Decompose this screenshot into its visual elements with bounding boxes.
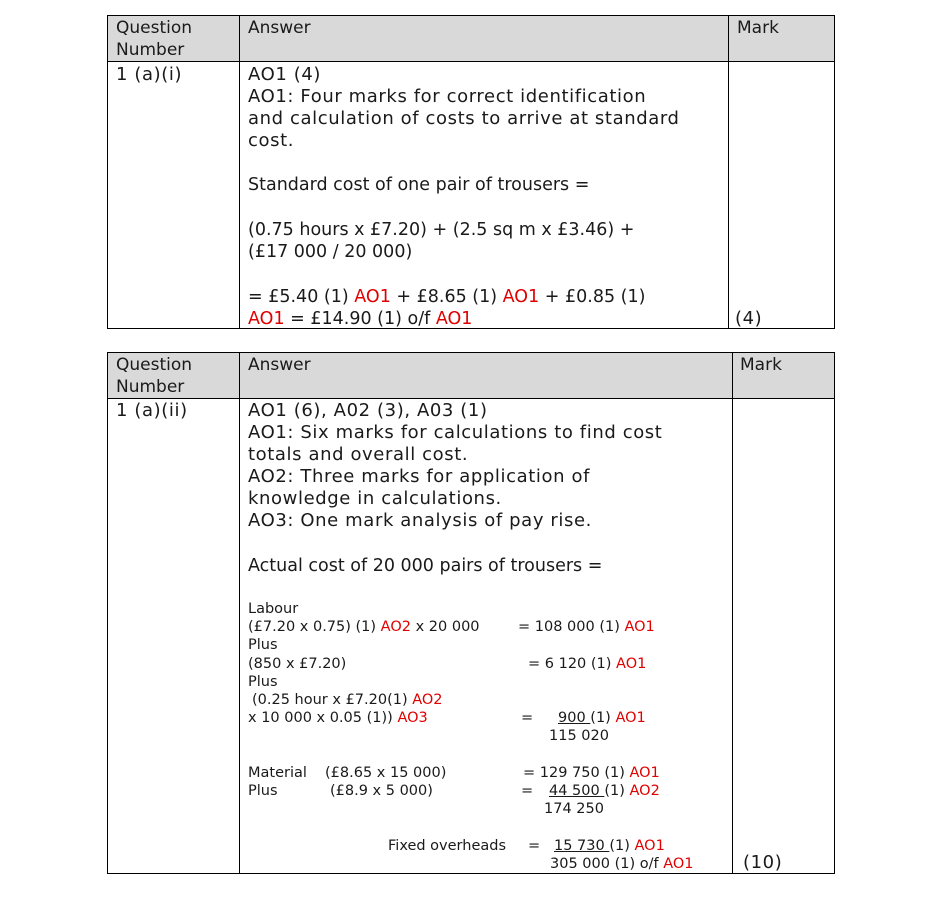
material-calc-1: (£8.65 x 15 000) xyxy=(325,765,447,781)
labour-total: 115 020 xyxy=(549,728,609,744)
payrise-result: 900 (1) AO1 xyxy=(558,710,646,726)
column-divider xyxy=(239,353,240,873)
plus-label: Plus xyxy=(248,674,278,690)
mark-total: (10) xyxy=(743,852,783,873)
table-2-header xyxy=(108,353,834,399)
header-mark: Mark xyxy=(737,18,779,38)
plus-label: Plus xyxy=(248,783,278,799)
overtime-calc: (850 x £7.20) xyxy=(248,656,347,672)
header-mark: Mark xyxy=(740,355,782,375)
material-result-1: = 129 750 (1) AO1 xyxy=(523,765,660,781)
grand-total: 305 000 (1) o/f AO1 xyxy=(550,856,694,872)
question-number: 1 (a)(i) xyxy=(116,64,183,85)
fixed-overheads-label: Fixed overheads xyxy=(388,838,507,854)
labour-calc: (£7.20 x 0.75) (1) AO2 x 20 000 xyxy=(248,619,480,635)
payrise-equals: = xyxy=(521,710,534,726)
plus-label: Plus xyxy=(248,637,278,653)
actual-cost-label: Actual cost of 20 000 pairs of trousers = xyxy=(248,556,603,576)
overtime-result: = 6 120 (1) AO1 xyxy=(528,656,647,672)
ao-description: AO1: Six marks for calculations to find cost totals and overall cost. AO2: Three marks for application of knowledge in calculations. AO3: One mark analysis of pay rise. xyxy=(248,422,663,531)
standard-cost-label: Standard cost of one pair of trousers = xyxy=(248,175,590,195)
header-question-number: Question Number xyxy=(116,18,193,60)
header-answer: Answer xyxy=(248,18,311,38)
mark-table-2 xyxy=(107,352,835,874)
material-result-2: 44 500 (1) AO2 xyxy=(549,783,660,799)
material-equals: = xyxy=(521,783,534,799)
material-label: Material xyxy=(248,765,307,781)
header-answer: Answer xyxy=(248,355,311,375)
mark-table-1 xyxy=(107,15,835,329)
column-divider xyxy=(239,16,240,328)
fixed-equals: = xyxy=(528,838,541,854)
table-1-header xyxy=(108,16,834,62)
standard-cost-result: = £5.40 (1) AO1 + £8.65 (1) AO1 + £0.85 (1) AO1 = £14.90 (1) o/f AO1 xyxy=(248,287,646,329)
payrise-calc-line2: x 10 000 x 0.05 (1)) AO3 xyxy=(248,710,428,726)
fixed-result: 15 730 (1) AO1 xyxy=(554,838,665,854)
standard-cost-formula: (0.75 hours x £7.20) + (2.5 sq m x £3.46) + (£17 000 / 20 000) xyxy=(248,220,635,262)
column-divider xyxy=(732,353,733,873)
mark-total: (4) xyxy=(735,308,763,329)
question-number: 1 (a)(ii) xyxy=(116,400,188,421)
ao-description: AO1: Four marks for correct identification and calculation of costs to arrive at standard cost. xyxy=(248,86,680,151)
ao-summary: AO1 (6), A02 (3), A03 (1) xyxy=(248,400,488,421)
payrise-calc-line1: (0.25 hour x £7.20(1) AO2 xyxy=(252,692,443,708)
material-calc-2: (£8.9 x 5 000) xyxy=(330,783,433,799)
labour-label: Labour xyxy=(248,601,299,617)
header-question-number: Question Number xyxy=(116,355,193,397)
ao-summary: AO1 (4) xyxy=(248,64,322,85)
column-divider xyxy=(728,16,729,328)
labour-result: = 108 000 (1) AO1 xyxy=(518,619,655,635)
material-total: 174 250 xyxy=(544,801,604,817)
